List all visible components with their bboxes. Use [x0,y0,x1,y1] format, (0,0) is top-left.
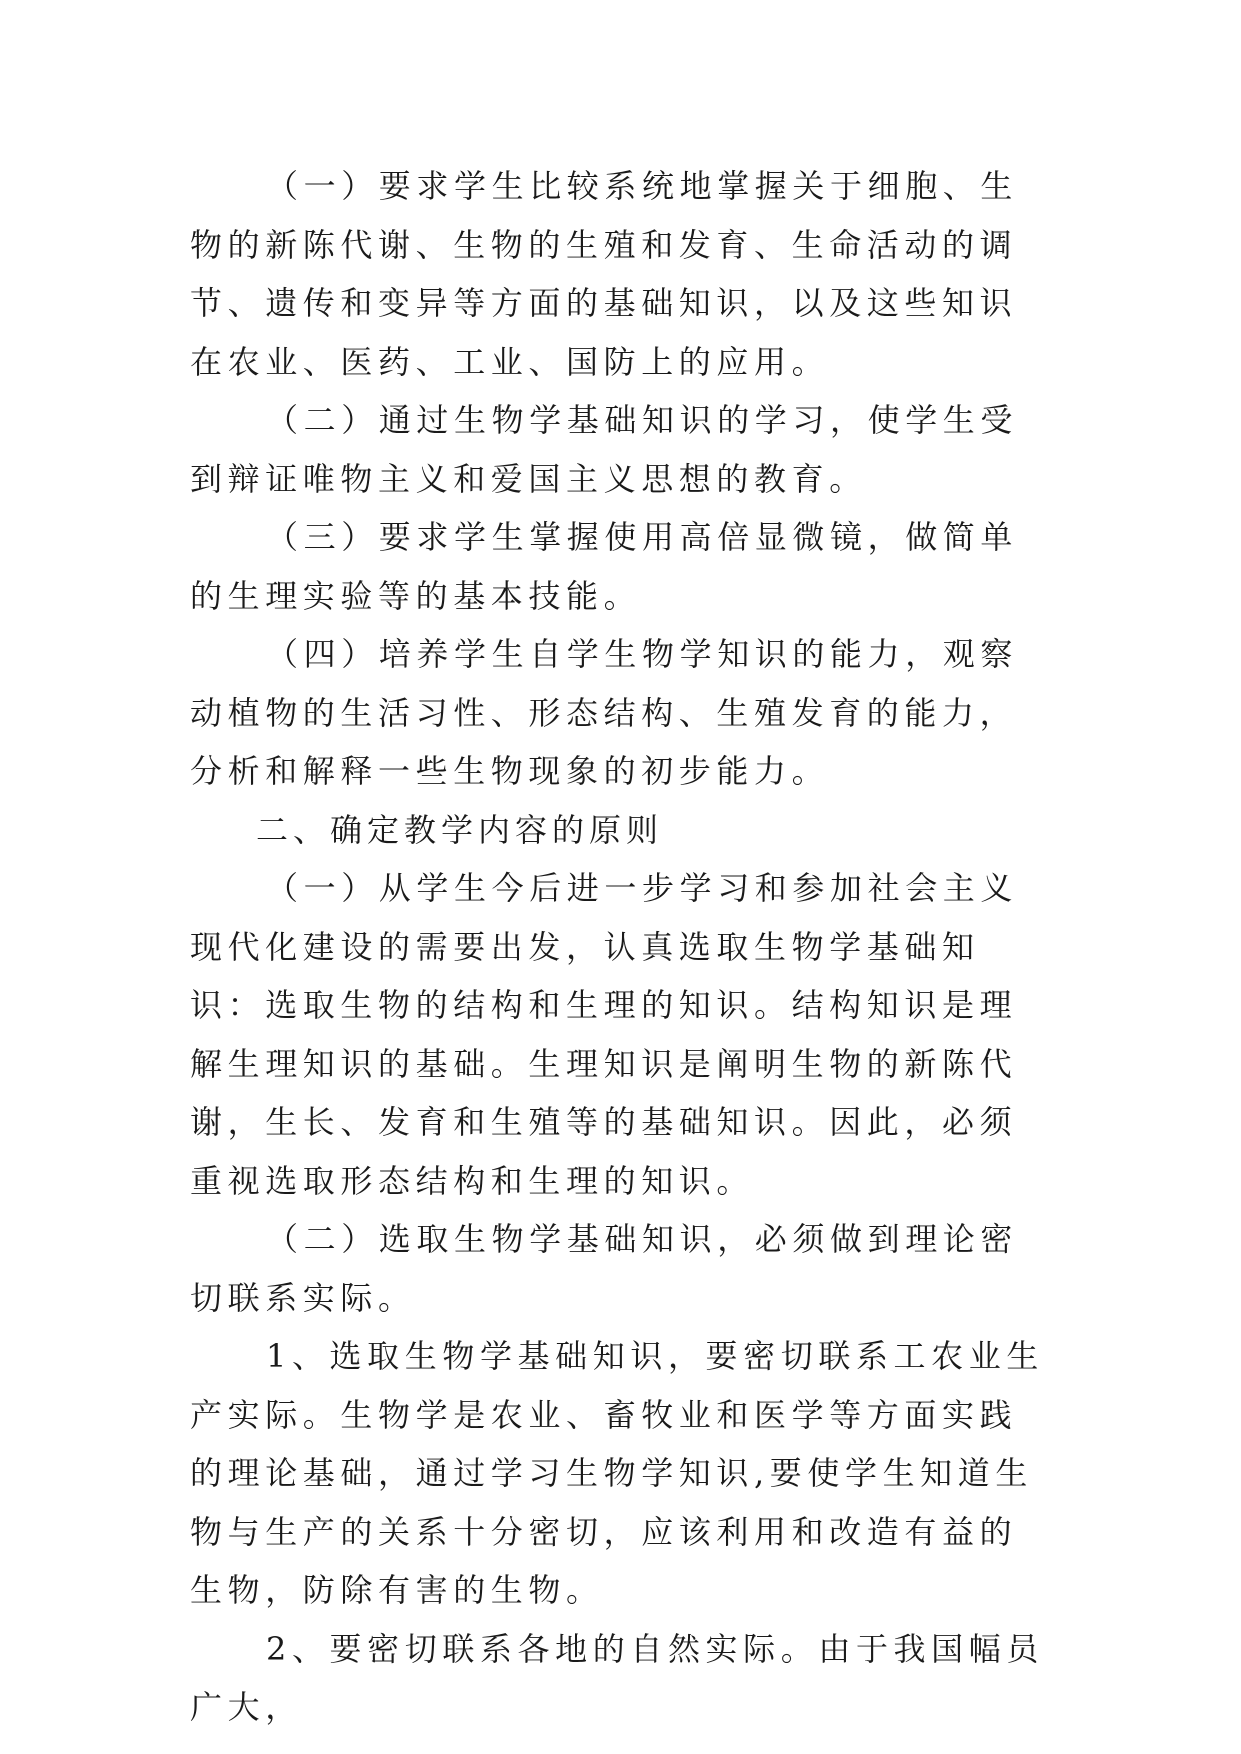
paragraph-goal-2: （二）通过生物学基础知识的学习，使学生受到辩证唯物主义和爱国主义思想的教育。 [190,401,1019,498]
paragraph-item-1: 1、选取生物学基础知识，要密切联系工农业生产实际。生物学是农业、畜牧业和医学等方面实践的理论基础，通过学习生物学知识,要使学生知道生物与生产的关系十分密切，应该利用和改造有益的生物，防除有害的生物。 [190,1337,1044,1609]
section-heading: 二、确定教学内容的原则 [256,810,664,849]
paragraph-principle-1: （一）从学生今后进一步学习和参加社会主义现代化建设的需要出发，认真选取生物学基础知识：选取生物的结构和生理的知识。结构知识是理解生理知识的基础。生理知识是阐明生物的新陈代谢，生长、发育和生殖等的基础知识。因此，必须重视选取形态结构和生理的知识。 [190,869,1019,1200]
paragraph-item-2: 2、要密切联系各地的自然实际。由于我国幅员广大， [190,1629,1044,1726]
paragraph-principle-2: （二）选取生物学基础知识，必须做到理论密切联系实际。 [190,1220,1019,1317]
document-body [190,157,1050,1737]
paragraph-goal-4: （四）培养学生自学生物学知识的能力，观察动植物的生活习性、形态结构、生殖发育的能力，分析和解释一些生物现象的初步能力。 [190,635,1019,790]
paragraph-goal-1: （一）要求学生比较系统地掌握关于细胞、生物的新陈代谢、生物的生殖和发育、生命活动的调节、遗传和变异等方面的基础知识，以及这些知识在农业、医药、工业、国防上的应用。 [190,167,1019,381]
paragraph-goal-3: （三）要求学生掌握使用高倍显微镜，做简单的生理实验等的基本技能。 [190,518,1019,615]
